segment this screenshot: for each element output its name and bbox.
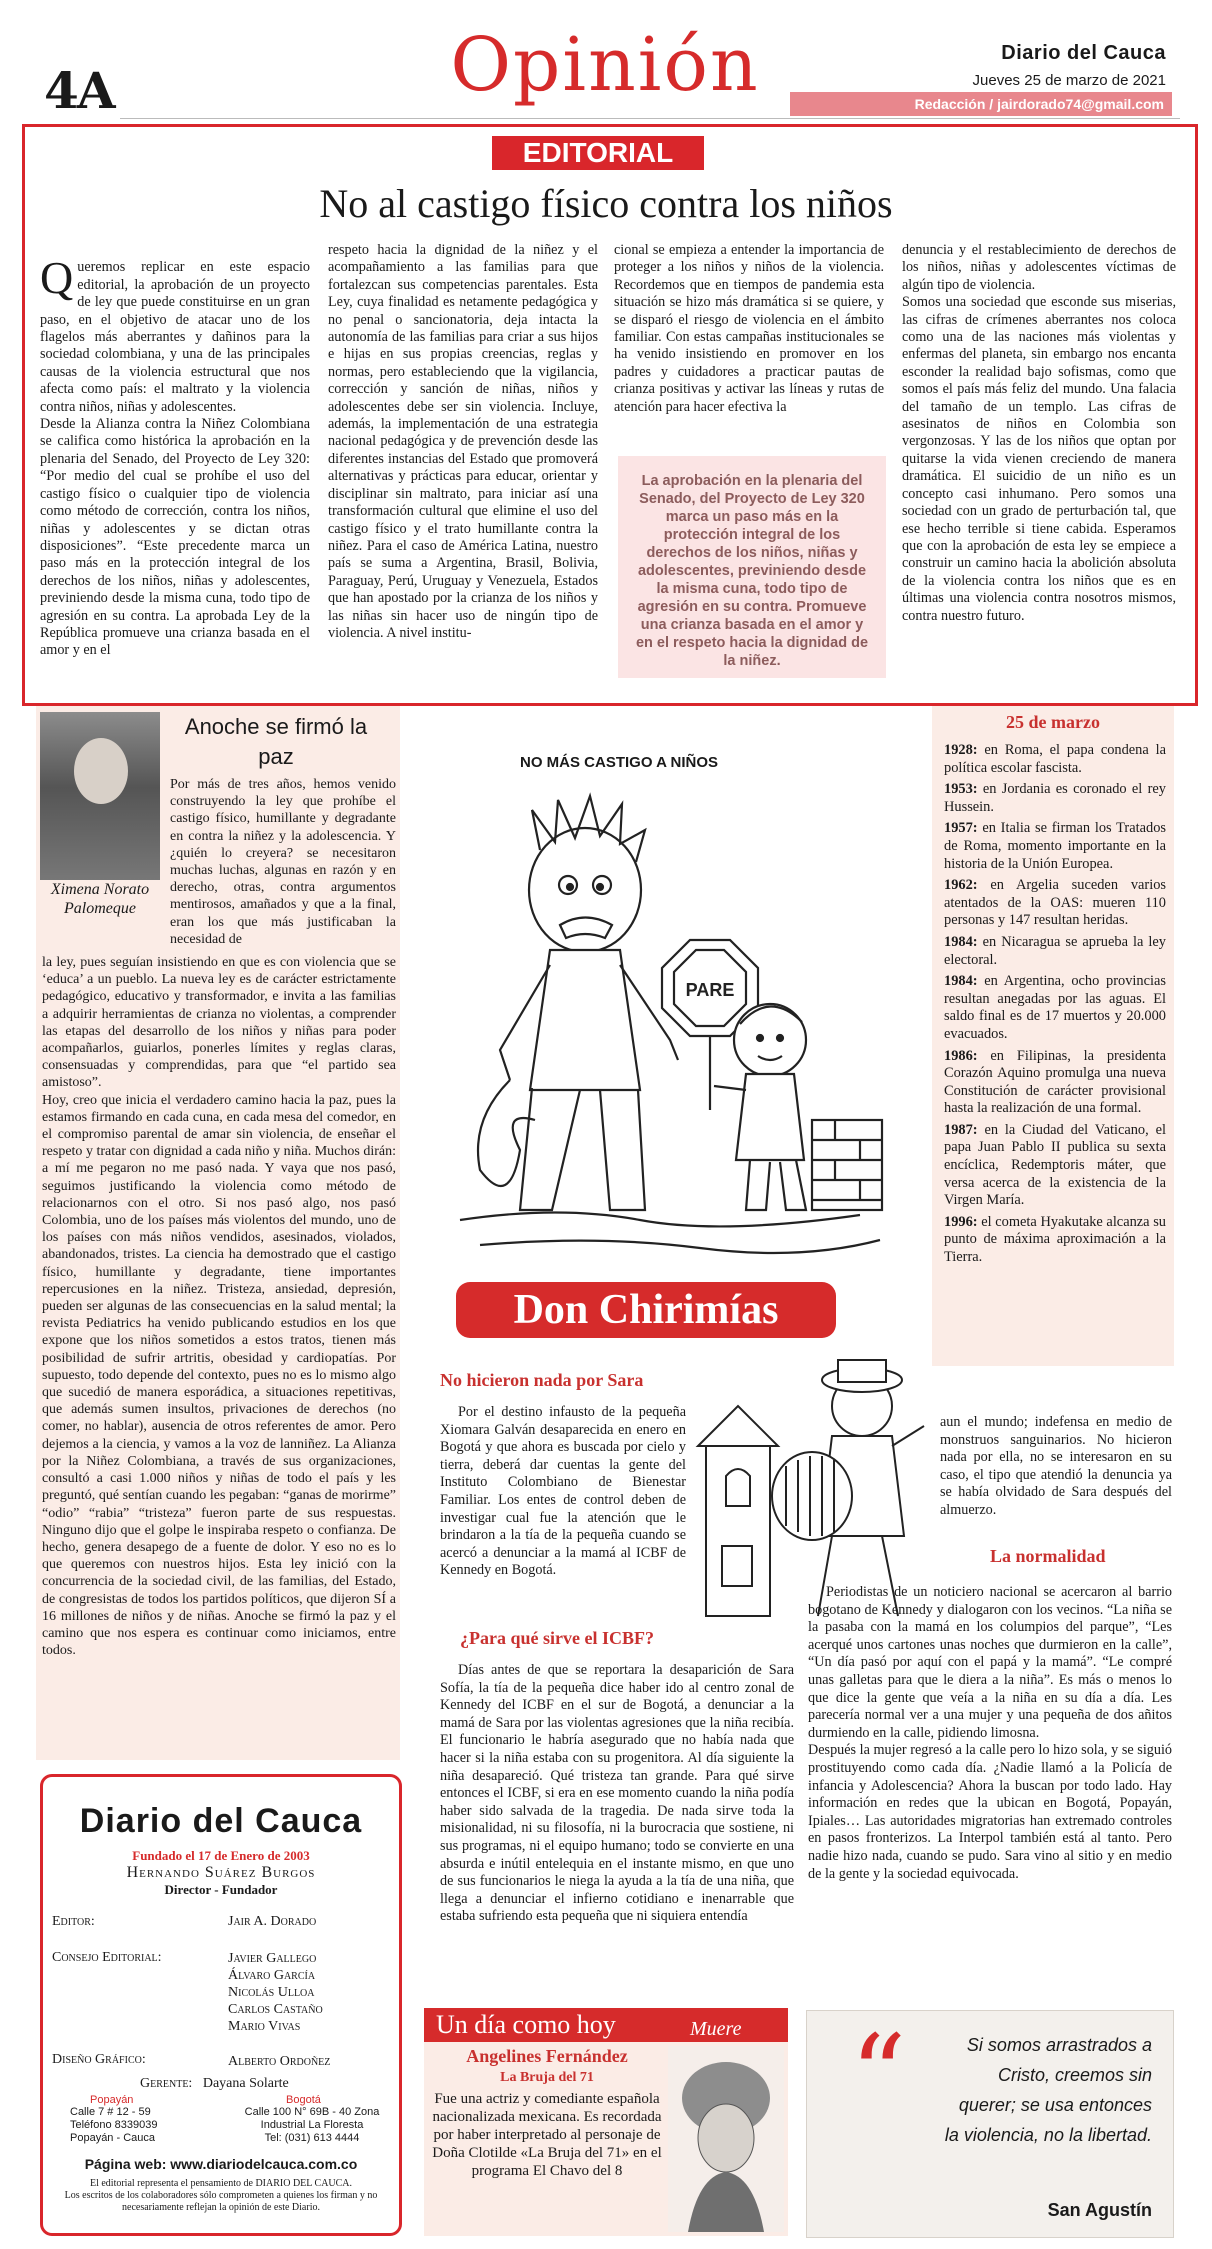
masthead-paper-name: Diario del Cauca <box>79 1802 363 1840</box>
chirimias-paragraph-4: Periodistas de un noticiero nacional se acercaron al barrio bogotano de Kennedy y dialogaron con los vecinos. “La niña se la pasaba con la mamá en los columpios del parque”, “Les acerqué unos cartones unas noches que durmieron en la calle”, “Un día pasó por aquí con el papá y la mamá”. “Le compré unas galletas para que le diera a la niña”. Es más o menos lo que dice la gente que veía a la niña en su día a día. Les parecería normal ver a una mujer y una pequeña de dos añitos durmiendo en la calle, pidiendo limosna. Después la mujer regresó a la calle pero lo hizo sola, y se siguió prostituyendo como cada día. ¿Nadie llamó a la Policía de infancia y Adolescencia? Ahora la buscan por todo lado. Hay información en redes que la ubican en Bogotá, Popayán, Ipiales… Las autoridades migratorias han extremado controles en pasos fronterizos. La Interpol también está al tanto. Pero nadie hizo nada, cuando se pudo. Sara vino al sitio y en medio de la gente y la sociedad equivocada. <box>808 1584 1172 1882</box>
editorial-column-3: cional se empieza a entender la importancia de proteger a los niños y niños de la violencia. Recordemos que en tiempos de pandemia esta situación se hizo más dramática si se quiere, y se disparó el riesgo de violencia en el ámbito familiar. Con estas campañas institucionales se ha venido insistiendo en promover en los padres y cuidadores a practicar pautas de crianza positivas y activar las líneas y rutas de atención para hacer efectiva la <box>614 242 884 415</box>
efemerides-item: 1928: en Roma, el papa condena la política escolar fascista. <box>944 742 1166 776</box>
cartoon-title: NO MÁS CASTIGO A NIÑOS <box>520 754 719 771</box>
column-body: la ley, pues seguían insistiendo en que es con violencia que se ‘educa’ a un pueblo. La nueva ley es de carácter estrictamente pedagógico, educativo y transformador, e invita a las familias a adquirir herramientas de crianza no violentas, a comprender las etapas del desarrollo de los niños y niñas para poder acompañarlos, guiarlos, ponerles límites y reglas claras, consensuadas y comprendidas, para que “el partido sea amistoso”. Hoy, creo que inicia el verdadero camino hacia la paz, pues la estamos firmando en cada cuna, en cada mesa del comedor, en el compromiso parental de amar sin violencia, de enseñar el respeto y tratar con dignidad a cada niño y niña. Muchos dirán: a mí me pegaron no me pasó nada. Y vaya que nos pasó, seguimos justificando la violencia como método de relacionarnos con el otro. Si nos pasó algo, nos pasó Colombia, uno de los países más violentos del mundo, uno de los países con más niños vendidos, asesinados, violados, abandonados, tristes. La ciencia ha demostrado que el castigo físico, humillante y degradante, tiene importantes repercusiones en la niñez. Tristeza, ansiedad, depresión, pueden ser algunas de las consecuencias en la salud mental; la revista Pediatrics ha venido publicando estudios en los que expone que los niños sometidos a estos tratos, tienen más posibilidad de sufrir artritis, obesidad y cardiopatías. Por supuesto, todo depende del contexto, pues no es lo mismo algo que sucedió de manera esporádica, a situaciones repetitivas, que además sumen insultos, privaciones de derechos (no comer, no hablar), ausencia de otros referentes de amor. Pero dejemos a la ciencia, y vamos a la voz de lanniñez. La Alianza por la Niñez Colombiana, a través de sus organizaciones, consultó a casi 1.000 niños y niñas de todo el país y les preguntó, qué sentían cuando les pegaban: “ganas de morirme” “odio” “rabia” “tristeza” fueron parte de sus respuestas. Ninguno dijo que el golpe le inspiraba respeto o confianza. De hecho, genera desapego de a fuente de dolor. Y eso no es lo que queremos con nuestros hijos. Esta ley inició con la concurrencia de la sociedad civil, de las familias, del Estado, de congresistas de todos los partidos políticos, que dijeron SÍ a 16 millones de niños y de niñas. Anoche se firmó la paz y el camino que nos espera es continuar como iniciamos, entre todos. <box>42 955 396 1659</box>
contact-bar[interactable]: Redacción / jairdorado74@gmail.com <box>790 92 1172 116</box>
quote-text: Si somos arrastrados a Cristo, creemos sin querer; se usa entonces la violencia, no la libertad. <box>944 2035 1152 2145</box>
efemerides-item: 1957: en Italia se firman los Tratados de Roma, momento importante en la historia de la Unión Europea. <box>944 820 1166 872</box>
header-rule <box>120 118 1180 119</box>
efemerides-item: 1986: en Filipinas, la presidenta Corazón Aquino promulga una nueva Constitución de carácter provisional hasta la realización de una formal. <box>944 1047 1166 1117</box>
efemerides-title: 25 de marzo <box>1006 712 1100 732</box>
efemerides-item: 1996: el cometa Hyakutake alcanza su punto de máxima aproximación a la Tierra. <box>944 1213 1166 1266</box>
quote-mark-icon: “ <box>850 2011 907 2139</box>
masthead-city-2: Bogotá <box>286 2094 321 2106</box>
masthead-council: Javier Gallego Álvaro García Nicolás Ulloa Carlos Castaño Mario Vivas <box>228 1951 323 2034</box>
masthead-founded: Fundado el 17 de Enero de 2003 <box>132 1848 310 1863</box>
masthead-address-1: Calle 7 # 12 - 59 Teléfono 8339039 Popayán - Cauca <box>70 2106 158 2144</box>
masthead-address-2: Calle 100 N° 69B - 40 Zona Industrial La Floresta Tel: (031) 613 4444 <box>244 2106 380 2144</box>
masthead-director: Hernando Suárez Burgos <box>126 1864 316 1881</box>
masthead-editor-label: Editor: <box>52 1914 95 1929</box>
editorial-headline: No al castigo físico contra los niños <box>319 181 893 226</box>
masthead-design-label: Diseño Gráfico: <box>52 2052 146 2067</box>
editorial-column-4: denuncia y el restablecimiento de derechos de los niños, niñas y adolescentes víctimas de algún tipo de violencia. Somos una sociedad que esconde sus miserias, las cifras de crímenes aberrantes nos coloca como una de las naciones más violentas y enfermas del planeta, sin embargo nos encanta esconder la realidad bajo sofismas, como que somos el país más feliz del mundo. Una falacia del tamaño de un templo. Las cifras de asesinatos de niños en Colombia son vergonzosas. Y las de los niños que optan por quitarse la vida vienen creciendo de manera dramática. El suicidio de un niño es un concepto casi inhumano. Pero somos una sociedad con un grado de perturbación tal, que ese hecho terrible si tiene cabida. Esperamos que con la aprobación de esta ley se empiece a construir un camino hacia la abolición absoluta de la violencia contra los niños que es en últimas una violencia contra nosotros mismos, contra nuestro futuro. <box>902 242 1176 624</box>
masthead-website[interactable]: Página web: www.diariodelcauca.com.co <box>84 2156 358 2172</box>
un-dia-title: Un día como hoy <box>424 2008 788 2042</box>
chirimias-paragraph-2: Días antes de que se reportara la desaparición de Sara Sofía, la tía de la pequeña dice haber ido al centro zonal de Kennedy del ICBF en el sur de Bogotá, a denunciar a la mamá de Sara por las violentas agresiones que la niña recibía. El funcionario le habría asegurado que no había nada que hacer si la niña estaba con su progenitora. Al día siguiente la niña desapareció. Qué tristeza tan grande. Para qué sirve entonces el ICBF, si era en ese momento cuando la niña podía haber sido salvada de la tragedia. De nada sirve toda la misionalidad, ni su filosofía, ni la burocracia que sostiene, ni sus programas, ni el equipo humano; todo se convierte en una absurda e inútil entelequia en el instante mismo, en que uno de sus funcionarios le niega la ayuda a la tía de una niña, que llega a denunciar el infierno cotidiano e inenarrable que estaba sufriendo esta pequeña que ni siquiera entendía <box>440 1662 794 1925</box>
masthead-disclaimer: El editorial representa el pensamiento de DIARIO DEL CAUCA. Los escritos de los colaboradores sólo comprometen a quienes los firman y no necesariamente reflejan la opinión de este Diario. <box>64 2178 378 2213</box>
un-dia-muere: Muere <box>690 2018 742 2040</box>
author-face <box>74 738 128 804</box>
un-dia-text: Fue una actriz y comediante española nacionalizada mexicana. Es recordada por haber interpretado al personaje de Doña Clotilde «La Bruja del 71» en el programa El Chavo del 8 <box>432 2091 662 2179</box>
efemerides-item: 1984: en Argentina, ocho provincias resultan anegadas por las aguas. El saldo final es de 17 muertos y 20.000 evacuados. <box>944 973 1166 1042</box>
masthead-director-role: Director - Fundador <box>164 1882 278 1897</box>
masthead-editor: Jair A. Dorado <box>228 1914 317 1929</box>
page-number: 4A <box>44 61 114 120</box>
efemerides-item: 1962: en Argelia suceden varios atentados de la OAS: mueren 110 personas y 147 resultan heridas. <box>944 877 1166 929</box>
quote-author: San Agustín <box>1047 2200 1152 2220</box>
chirimias-subhead-2: ¿Para qué sirve el ICBF? <box>460 1628 654 1648</box>
un-dia-alias: La Bruja del 71 <box>500 2070 594 2085</box>
editorial-column-1: Queremos replicar en este espacio editorial, la aprobación de un proyecto de ley que puede constituirse en un gran paso, en el objetivo de atacar uno de los flagelos más aberrantes y dañinos para la sociedad colombiana, y una de las principales causas de la violencia estructural que nos afecta como país: el maltrato y la violencia contra niños, niñas y adolescentes. Desde la Alianza contra la Niñez Colombiana se califica como histórica la aprobación en la plenaria del Senado, del Proyecto de Ley 320: “Por medio del cual se prohíbe el uso del castigo físico o cualquier tipo de violencia como método de corrección, contra los niños, niñas y adolescentes y se dictan otras disposiciones”. “Este precedente marca un paso más en la protección integral de los derechos de los niños, niñas y adolescentes, previniendo desde la misma cuna, todo tipo de agresión en su contra. La aprobada Ley de la República promueve una crianza basada en el amor y en el <box>40 252 310 659</box>
section-title: Opinión <box>450 22 760 108</box>
efemerides-item: 1953: en Jordania es coronado el rey Hussein. <box>944 781 1166 815</box>
chirimias-paragraph-1: Por el destino infausto de la pequeña Xiomara Galván desaparecida en enero en Bogotá y que ahora es buscada por cielo y tierra, deberá dar cuentas la gente del Instituto Colombiano de Bienestar Familiar. Los entes de control deben de investigar cual fue la atención que le brindaron a la tía de la pequeña cuando se acercó a denunciar a la mamá al ICBF de Kennedy en Bogotá. <box>440 1404 686 1579</box>
masthead-design: Alberto Ordoñez <box>228 2054 331 2069</box>
cartoon-illustration <box>440 790 900 1270</box>
efemerides-item: 1984: en Nicaragua se aprueba la ley electoral. <box>944 933 1166 968</box>
chirimias-paragraph-3: aun el mundo; indefensa en medio de monstruos sanguinarios. No hicieron nada por ella, no se interesaron en su caso, el tipo que atendió la denuncia ya se había olvidado de Sara después del almuerzo. <box>940 1414 1172 1518</box>
chirimias-banner: Don Chirimías <box>456 1282 836 1338</box>
chirimias-subhead-3: La normalidad <box>990 1546 1106 1566</box>
issue-date: Jueves 25 de marzo de 2021 <box>972 72 1166 89</box>
efemerides-list <box>944 742 1166 1271</box>
efemerides-item: 1987: en la Ciudad del Vaticano, el papa Juan Pablo II publica su sexta encíclica, Redemptoris máter, que versa acerca de la existencia de la Virgen María. <box>944 1121 1166 1209</box>
masthead-manager-row: Gerente: Dayana Solarte <box>140 2076 289 2091</box>
un-dia-person-name: Angelines Fernández <box>466 2046 628 2066</box>
page-letter: A <box>76 61 114 120</box>
column-title: Anoche se firmó la paz <box>184 714 368 769</box>
column-author: Ximena Norato Palomeque <box>50 881 150 917</box>
paper-name: Diario del Cauca <box>1001 42 1166 64</box>
un-dia-portrait <box>668 2046 784 2232</box>
masthead-city-1: Popayán <box>90 2094 134 2106</box>
editorial-pullquote: La aprobación en la plenaria del Senado, del Proyecto de Ley 320 marca un paso más en la protección integral de los derechos de los niños, niñas y adolescentes, previniendo desde la misma cuna, todo tipo de agresión en su contra. Promueve una crianza basada en el amor y en el respeto hacia la dignidad de la niñez. <box>618 456 886 678</box>
editorial-tag: EDITORIAL <box>492 136 704 170</box>
editorial-dropcap: Q <box>40 252 74 304</box>
stop-sign-text: PARE <box>685 980 735 1000</box>
column-body-top: Por más de tres años, hemos venido construyendo la ley que prohíbe el castigo físico, humillante y degradante en contra la niñez y la adolescencia. Y ¿quién lo creyera? se necesitaron muchas luchas, algunas en razón y en derecho, otras, contra argumentos mentirosos, amañados y que a la final, eran los que más justificaban la necesidad de <box>170 777 396 947</box>
editorial-column-2: respeto hacia la dignidad de la niñez y el acompañamiento a las familias para que fortalezcan sus competencias parentales. Esta Ley, cuya finalidad es netamente pedagógica y no penal o sancionatoria, deja intacta la autonomía de las familias para criar a sus hijos e hijas en sus propias creencias, reglas y normas, pero estableciendo que la vigilancia, corrección y sanción de niñas, niños y adolescentes debe ser sin violencia. Incluye, además, la implementación de una estrategia nacional pedagógica y de prevención desde las diferentes instancias del Estado que promoverá alternativas y prácticas para educar, orientar y disciplinar sin maltrato, para iniciar así una transformación cultural que elimine el uso del castigo físico y el trato humillante contra la niñez. Para el caso de América Latina, nuestro país se suma a Argentina, Brasil, Bolivia, Paraguay, Perú, Uruguay y Venezuela, Estados que han apostado por la crianza de los niños y las niñas sin hacer uso de ningún tipo de violencia. A nivel institu- <box>328 242 598 641</box>
masthead-council-label: Consejo Editorial: <box>52 1950 162 1965</box>
chirimias-subhead-1: No hicieron nada por Sara <box>440 1370 644 1390</box>
